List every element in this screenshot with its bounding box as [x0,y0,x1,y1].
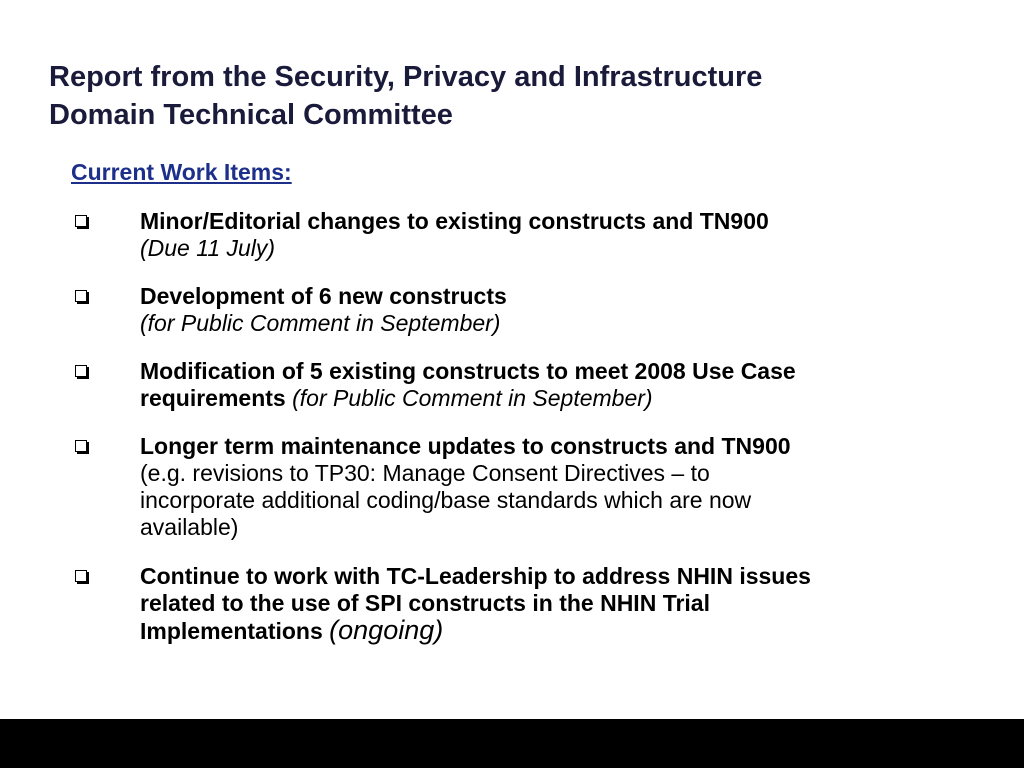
slide-title-line-2: Domain Technical Committee [49,99,453,131]
checkbox-bullet-icon [75,570,87,582]
slide-title [49,58,989,134]
work-item-title-line-3: Implementations [140,618,323,644]
checkbox-bullet-icon [75,440,87,452]
section-heading: Current Work Items: [71,159,292,185]
checkbox-bullet-icon [75,290,87,302]
work-item-note: (for Public Comment in September) [140,310,501,336]
work-item-note: (ongoing) [329,615,444,645]
work-item-note: (Due 11 July) [140,235,276,261]
work-item-detail-line-1: (e.g. revisions to TP30: Manage Consent Directives – to [140,460,710,486]
work-item-title: Development of 6 new constructs [140,283,507,309]
work-item-note: (for Public Comment in September) [292,385,653,411]
work-item-title-line-1: Modification of 5 existing constructs to meet 2008 Use Case [140,358,796,384]
work-item-detail-line-3: available) [140,514,239,540]
work-item-text [140,208,985,262]
footer-bar [0,719,1024,768]
work-item-text [140,433,985,541]
checkbox-bullet-icon [75,365,87,377]
work-item-line-3 [140,617,985,645]
work-item-line-2 [140,385,985,412]
work-item-detail-line-2: incorporate additional coding/base standards which are now [140,487,752,513]
slide-title-line-1: Report from the Security, Privacy and Infrastructure [49,61,763,93]
work-item-text [140,563,985,645]
work-item-title-line-2: requirements [140,385,286,411]
work-item-text [140,283,985,337]
work-item-title-line-2: related to the use of SPI constructs in the NHIN Trial [140,590,710,616]
work-item-title-line-1: Continue to work with TC-Leadership to address NHIN issues [140,563,811,589]
work-item-title: Longer term maintenance updates to constructs and TN900 [140,433,791,459]
checkbox-bullet-icon [75,215,87,227]
work-item-text [140,358,985,412]
work-item-title: Minor/Editorial changes to existing constructs and TN900 [140,208,769,234]
